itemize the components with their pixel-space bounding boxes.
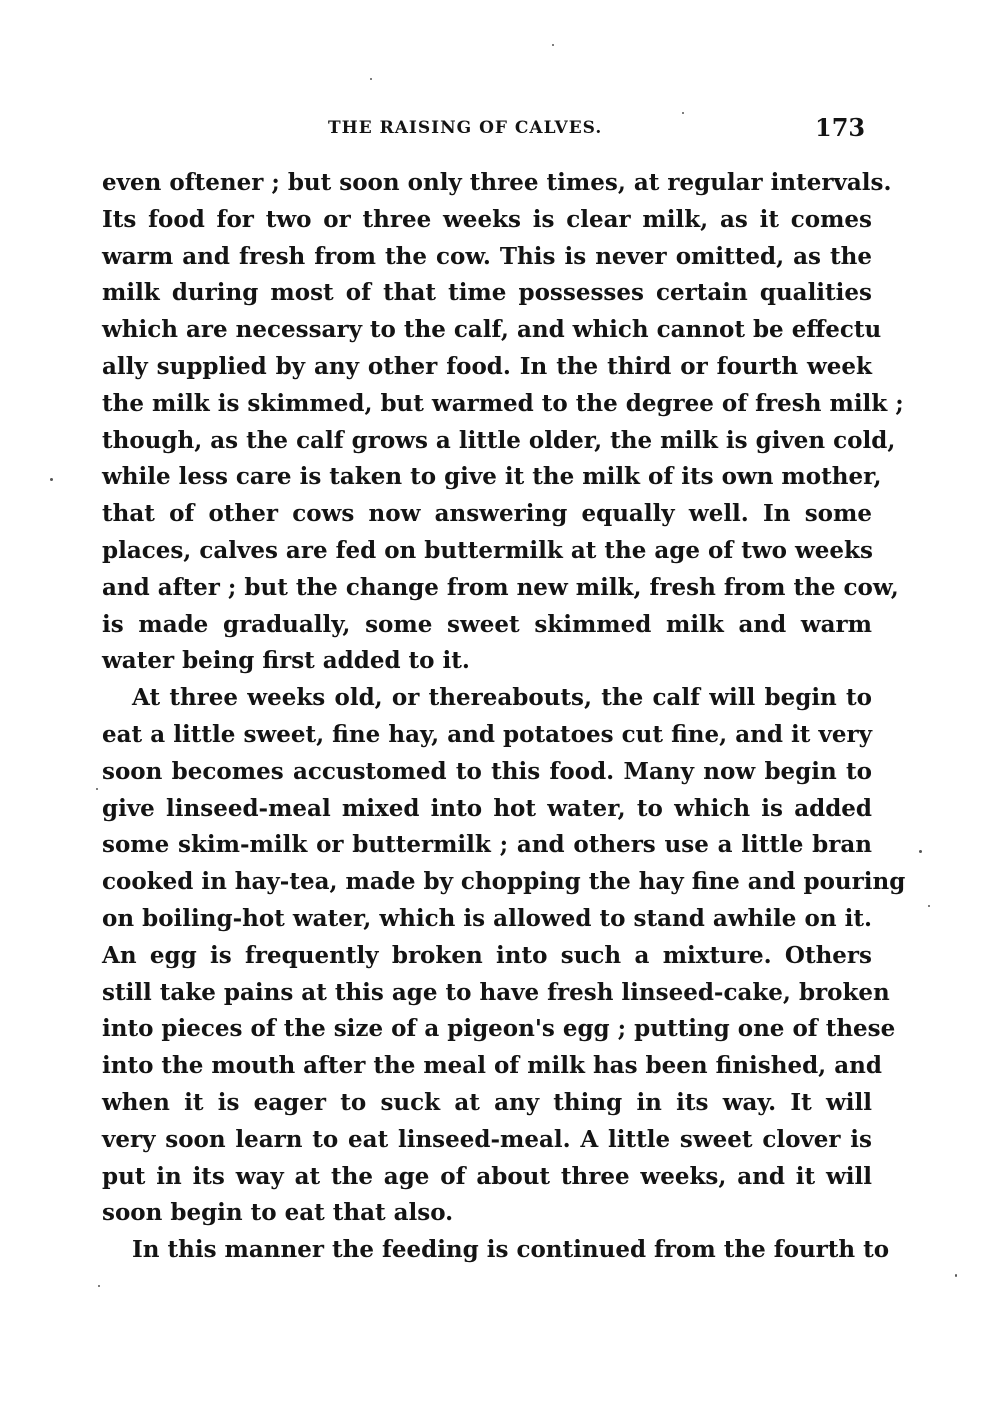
scan-speck xyxy=(96,788,98,790)
scan-speck xyxy=(682,112,684,114)
text-line: eat a little sweet, fine hay, and potatoes cut fine, and it very xyxy=(102,720,872,748)
text-line: when it is eager to suck at any thing in its way. It will xyxy=(102,1088,872,1116)
text-line: Its food for two or three weeks is clear milk, as it comes xyxy=(102,205,872,233)
text-line: that of other cows now answering equally well. In some xyxy=(102,500,872,528)
text-line: some skim-milk or buttermilk ; and others use a little bran xyxy=(102,831,872,859)
scan-speck xyxy=(50,478,53,481)
scan-speck xyxy=(955,1274,957,1277)
scan-speck xyxy=(98,1285,100,1287)
text-line: soon becomes accustomed to this food. Many now begin to xyxy=(102,757,872,785)
text-line: which are necessary to the calf, and which cannot be effectu xyxy=(102,316,882,344)
text-line: cooked in hay-tea, made by chopping the hay fine and pouring xyxy=(102,868,906,896)
text-line: milk during most of that time possesses certain qualities xyxy=(102,279,872,307)
text-line: still take pains at this age to have fresh linseed-cake, broken xyxy=(102,978,890,1006)
text-line: ally supplied by any other food. In the third or fourth week xyxy=(102,352,872,380)
text-line: even oftener ; but soon only three times, at regular intervals. xyxy=(102,169,892,196)
scan-speck xyxy=(919,850,922,853)
paragraph xyxy=(102,165,904,680)
text-line: An egg is frequently broken into such a mixture. Others xyxy=(102,941,872,969)
text-line: the milk is skimmed, but warmed to the degree of fresh milk ; xyxy=(102,389,904,417)
running-head xyxy=(0,113,1000,148)
scan-speck xyxy=(552,44,554,46)
text-line: water being first added to it. xyxy=(102,647,470,675)
text-line: In this manner the feeding is continued from the fourth to xyxy=(132,1236,890,1264)
text-line: soon begin to eat that also. xyxy=(102,1199,454,1227)
text-line: very soon learn to eat linseed-meal. A little sweet clover is xyxy=(102,1125,872,1153)
text-line: is made gradually, some sweet skimmed milk and warm xyxy=(102,610,872,638)
text-line: warm and fresh from the cow. This is never omitted, as the xyxy=(102,242,872,270)
text-line: At three weeks old, or thereabouts, the calf will begin to xyxy=(132,684,872,712)
paragraph xyxy=(102,1232,890,1269)
text-line: while less care is taken to give it the milk of its own mother, xyxy=(102,463,882,491)
text-line: places, calves are fed on buttermilk at the age of two weeks xyxy=(102,536,873,564)
text-line: into the mouth after the meal of milk has been finished, and xyxy=(102,1052,882,1080)
text-line: and after ; but the change from new milk, fresh from the cow, xyxy=(102,573,899,601)
text-line: on boiling-hot water, which is allowed to stand awhile on it. xyxy=(102,904,872,932)
body-text xyxy=(102,165,906,1269)
text-line: give linseed-meal mixed into hot water, to which is added xyxy=(102,794,872,822)
chapter-title: THE RAISING OF CALVES. xyxy=(328,118,603,138)
paragraph xyxy=(102,680,906,1232)
text-line: put in its way at the age of about three weeks, and it will xyxy=(102,1162,872,1190)
page-number: 173 xyxy=(815,113,866,142)
text-line: though, as the calf grows a little older, the milk is given cold, xyxy=(102,426,896,454)
text-line: into pieces of the size of a pigeon's egg ; putting one of these xyxy=(102,1015,896,1043)
scan-speck xyxy=(370,78,372,80)
scan-speck xyxy=(928,905,930,907)
